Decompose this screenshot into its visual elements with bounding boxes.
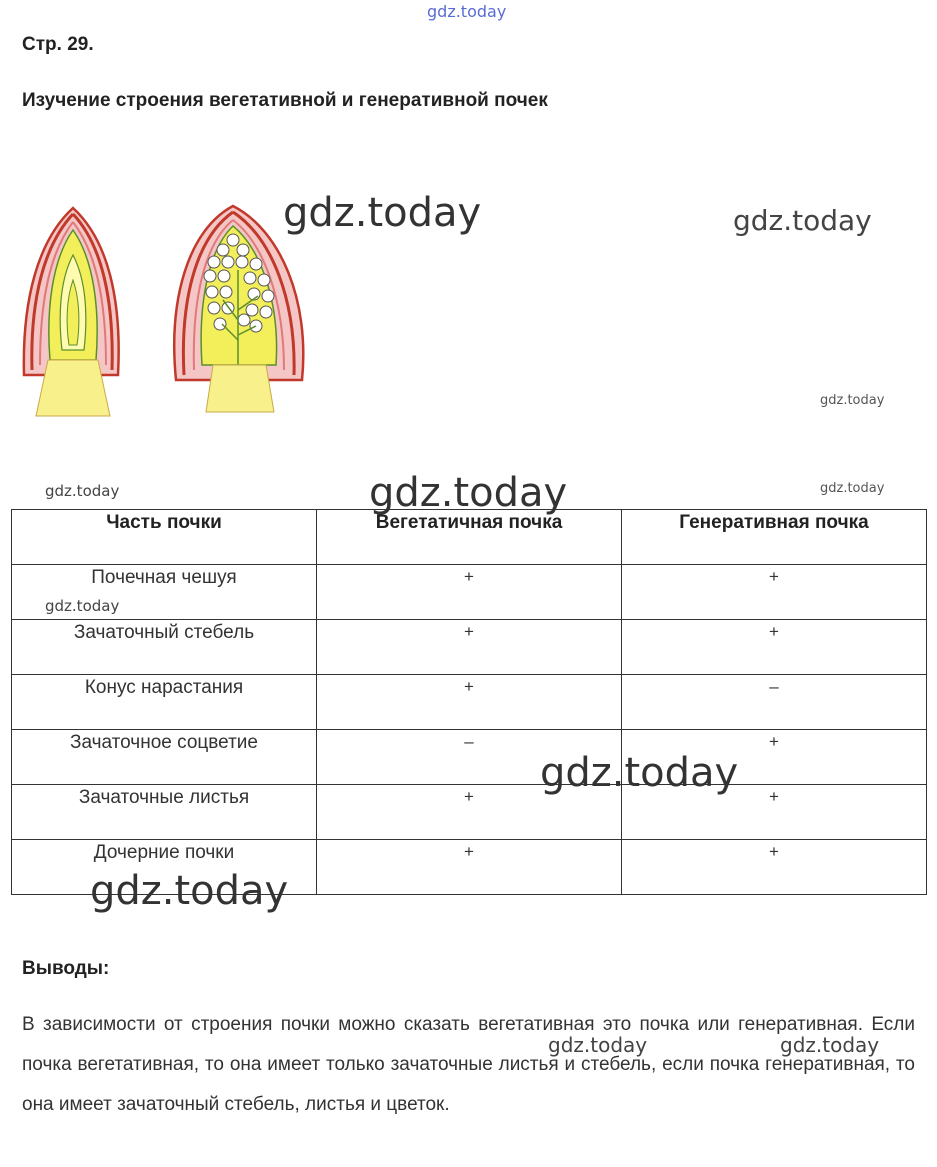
vegetative-cell: – (317, 730, 622, 785)
column-header-vegetative: Вегетатичная почка (317, 510, 622, 565)
exercise-title: Изучение строения вегетативной и генеративной почек (22, 90, 548, 111)
watermark: gdz.today (427, 2, 507, 21)
generative-cell: + (622, 785, 927, 840)
watermark: gdz.today (283, 190, 482, 236)
table-row (12, 730, 927, 785)
page-reference: Стр. 29. (22, 34, 94, 55)
table-header-row (12, 510, 927, 565)
table-row (12, 675, 927, 730)
column-header-part: Часть почки (12, 510, 317, 565)
watermark: gdz.today (733, 204, 872, 237)
generative-cell: – (622, 675, 927, 730)
part-cell: Дочерние почки (12, 840, 317, 895)
watermark: gdz.today (45, 482, 120, 500)
vegetative-bud-drawing (24, 208, 119, 416)
watermark: gdz.today (548, 1033, 648, 1057)
conclusions-text: В зависимости от строения почки можно сказать вегетативная это почка или генеративная. Если почка вегетативная, то она имеет только зачаточные листья и стебель, если почка генеративная, то она имеет зачаточный стебель, листья и цветок. (22, 1014, 915, 1115)
watermark: gdz.today (820, 393, 885, 408)
generative-cell: + (622, 620, 927, 675)
vegetative-cell: + (317, 620, 622, 675)
table-row (12, 620, 927, 675)
conclusions-title: Выводы: (22, 958, 110, 979)
vegetative-cell: + (317, 675, 622, 730)
table-row (12, 785, 927, 840)
generative-cell: + (622, 730, 927, 785)
bud-illustrations (18, 200, 318, 420)
vegetative-cell: + (317, 840, 622, 895)
generative-cell: + (622, 565, 927, 620)
vegetative-cell: + (317, 785, 622, 840)
watermark: gdz.today (780, 1033, 880, 1057)
generative-bud-drawing (174, 206, 303, 412)
generative-cell: + (622, 840, 927, 895)
watermark: gdz.today (369, 470, 568, 516)
part-cell: Зачаточный стебель (12, 620, 317, 675)
column-header-generative: Генеративная почка (622, 510, 927, 565)
watermark: gdz.today (45, 597, 120, 615)
part-cell: Почечная чешуя (12, 565, 317, 620)
bud-parts-table (11, 509, 927, 895)
table-row (12, 565, 927, 620)
part-cell: Зачаточные листья (12, 785, 317, 840)
watermark: gdz.today (90, 868, 289, 914)
vegetative-cell: + (317, 565, 622, 620)
watermark: gdz.today (820, 481, 885, 496)
watermark: gdz.today (540, 750, 739, 796)
part-cell: Зачаточное соцветие (12, 730, 317, 785)
part-cell: Конус нарастания (12, 675, 317, 730)
